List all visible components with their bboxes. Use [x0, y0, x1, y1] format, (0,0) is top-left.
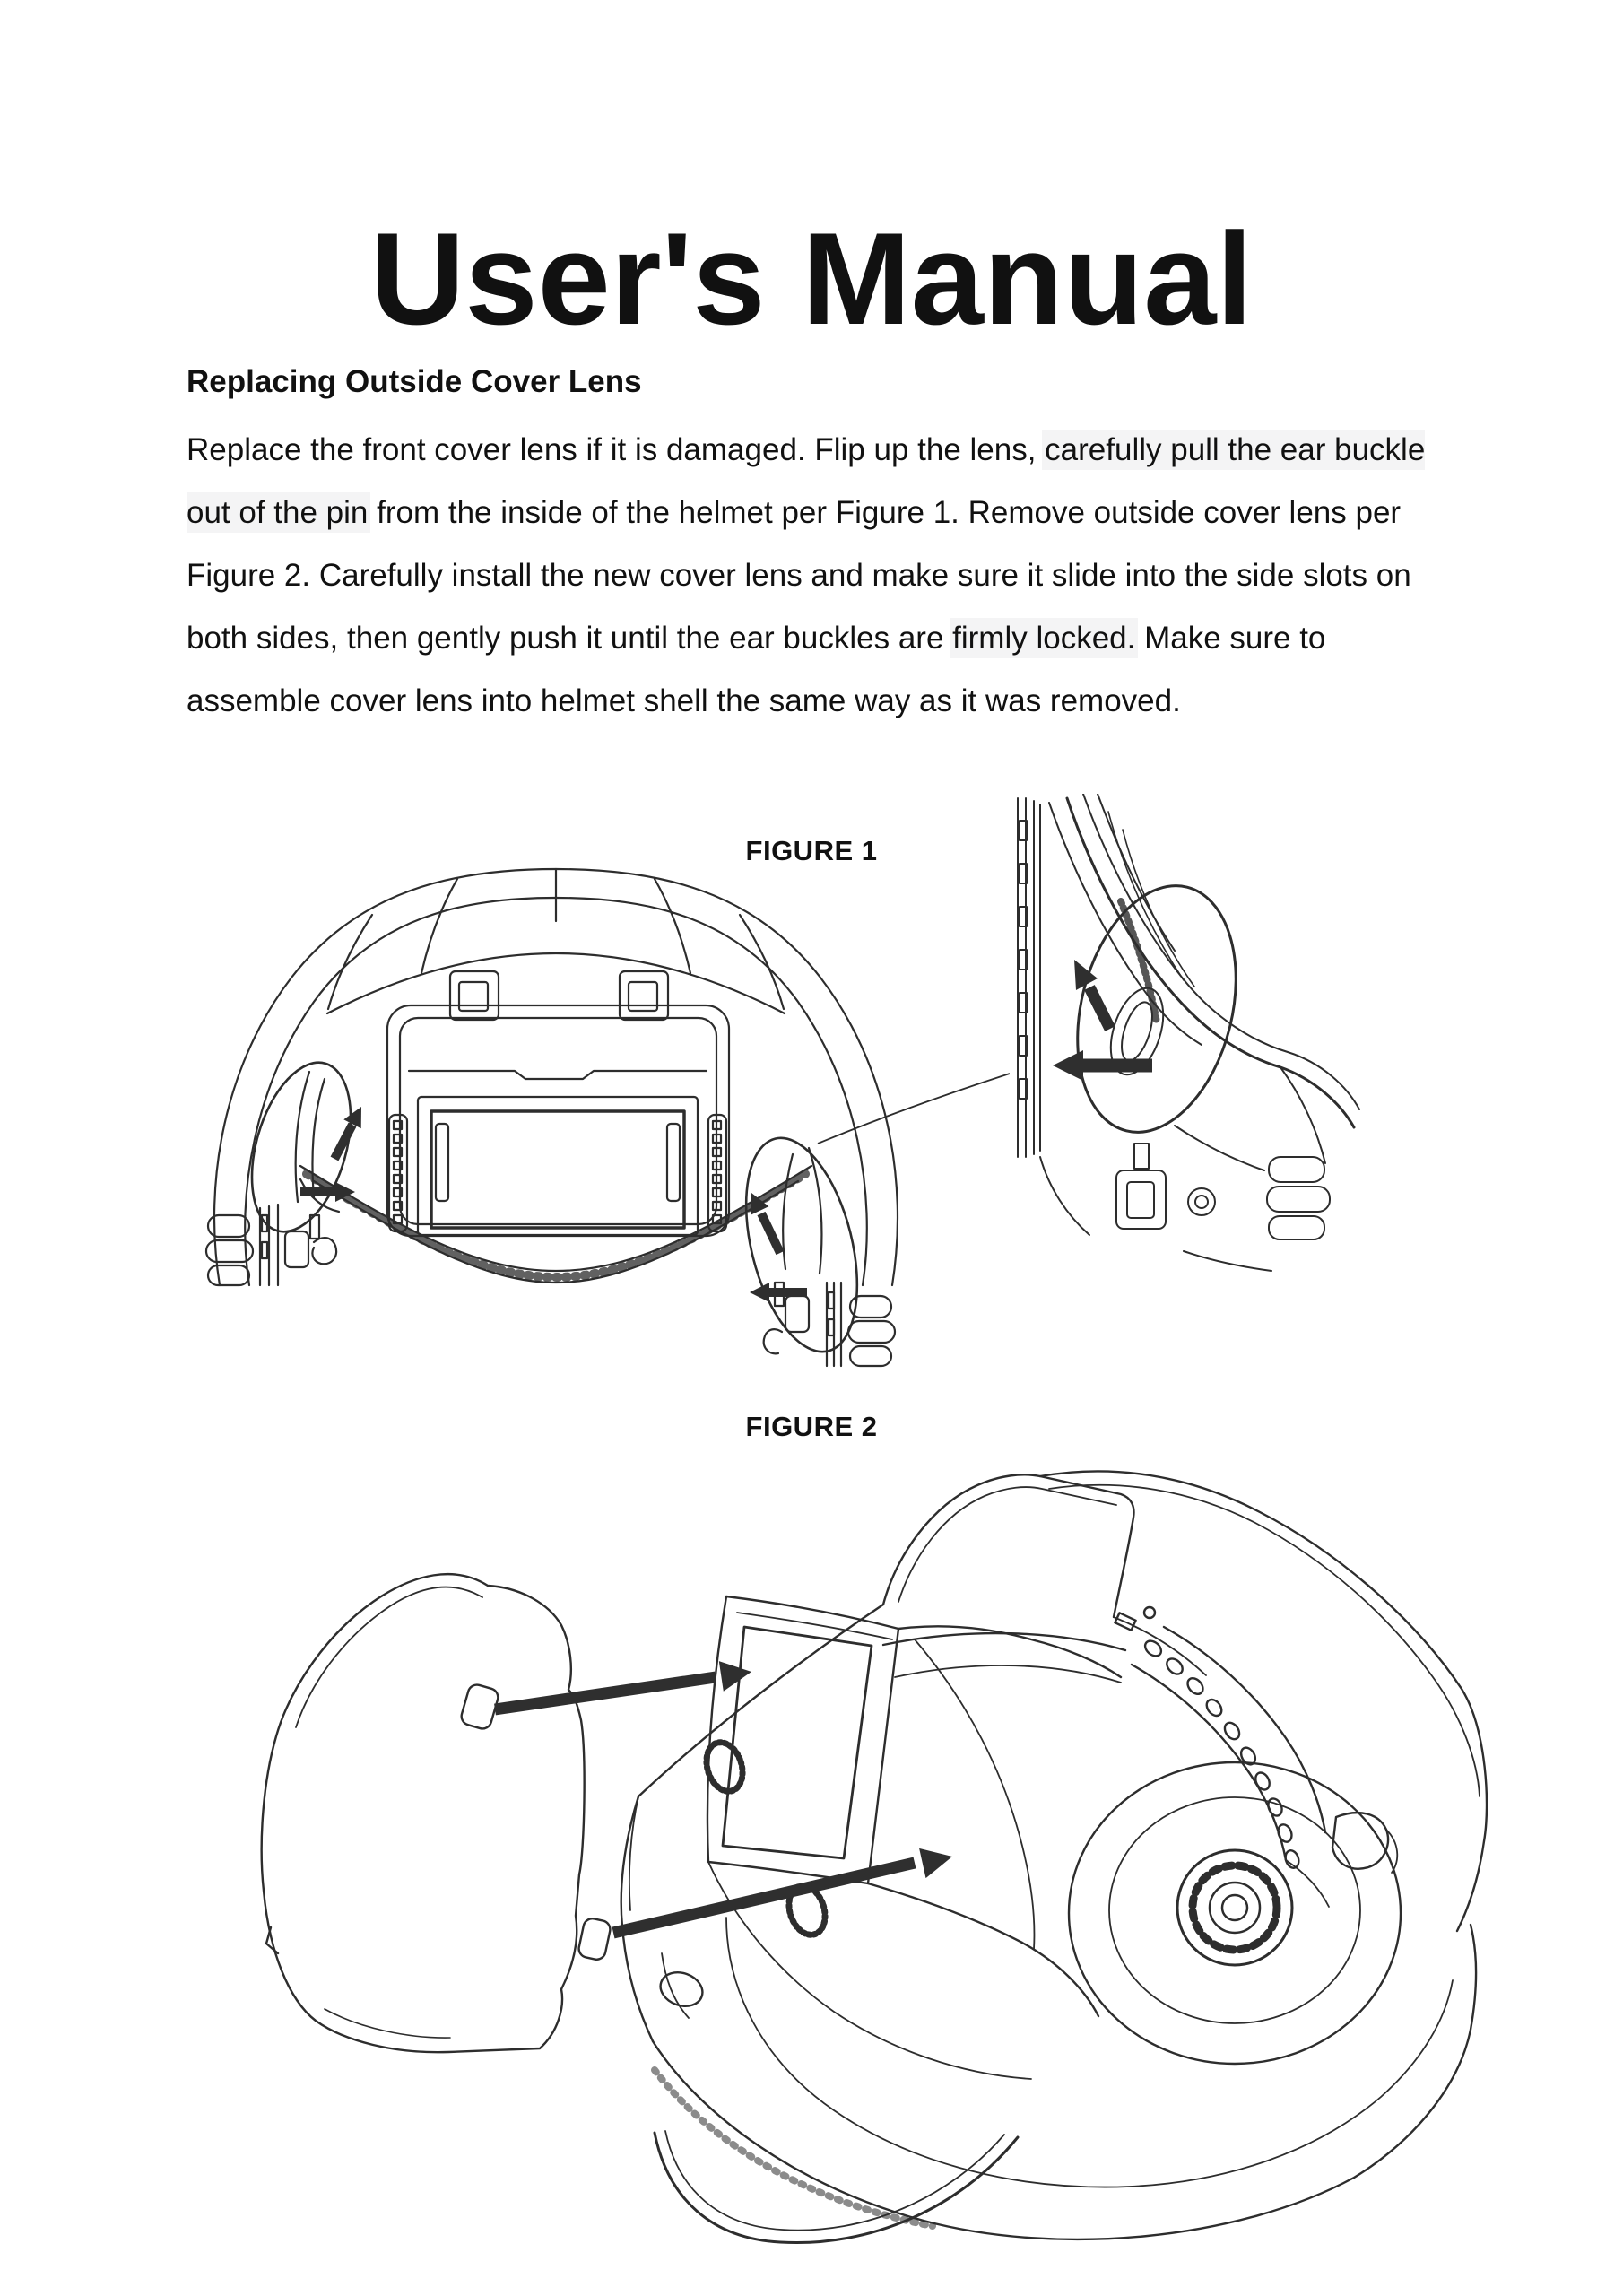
figure-1-label: FIGURE 1 — [745, 835, 878, 866]
ear-buckle-detail-view — [1018, 794, 1359, 1271]
callout-ellipses — [234, 1051, 877, 1363]
highlighted-text-run: carefully pull the ear buckle out of the pin — [187, 432, 1426, 530]
section-heading: Replacing Outside Cover Lens — [187, 364, 642, 399]
detail-leader-line — [818, 1074, 1010, 1144]
text-run: from the inside of the helmet per Figure 1. Remove outside cover lens per Figure 2. Carefully install the new cover lens and make sure it slide into the side slots on both sides, then gently push it until the ear buckles are — [187, 495, 1411, 656]
cover-lens — [262, 1574, 612, 2052]
figure-2-label: FIGURE 2 — [745, 1411, 878, 1442]
page-title: User's Manual — [369, 204, 1254, 352]
text-run: Make sure to assemble cover lens into helmet shell the same way as it was removed. — [187, 621, 1326, 718]
text-run: Replace the front cover lens if it is damaged. Flip up the lens, — [187, 432, 1046, 467]
detail-arrows — [1053, 960, 1152, 1081]
ear-buckle-tab-upper — [459, 1683, 499, 1731]
helmet-three-quarter-view — [621, 1471, 1487, 2242]
body-paragraph — [187, 419, 1451, 733]
figure-2-illustration — [224, 1451, 1497, 2258]
ear-buckle-tab-lower — [577, 1917, 612, 1961]
highlighted-text-run: firmly locked. — [952, 621, 1136, 656]
pull-direction-arrows — [300, 1107, 807, 1302]
figure-1-illustration — [143, 794, 1372, 1377]
